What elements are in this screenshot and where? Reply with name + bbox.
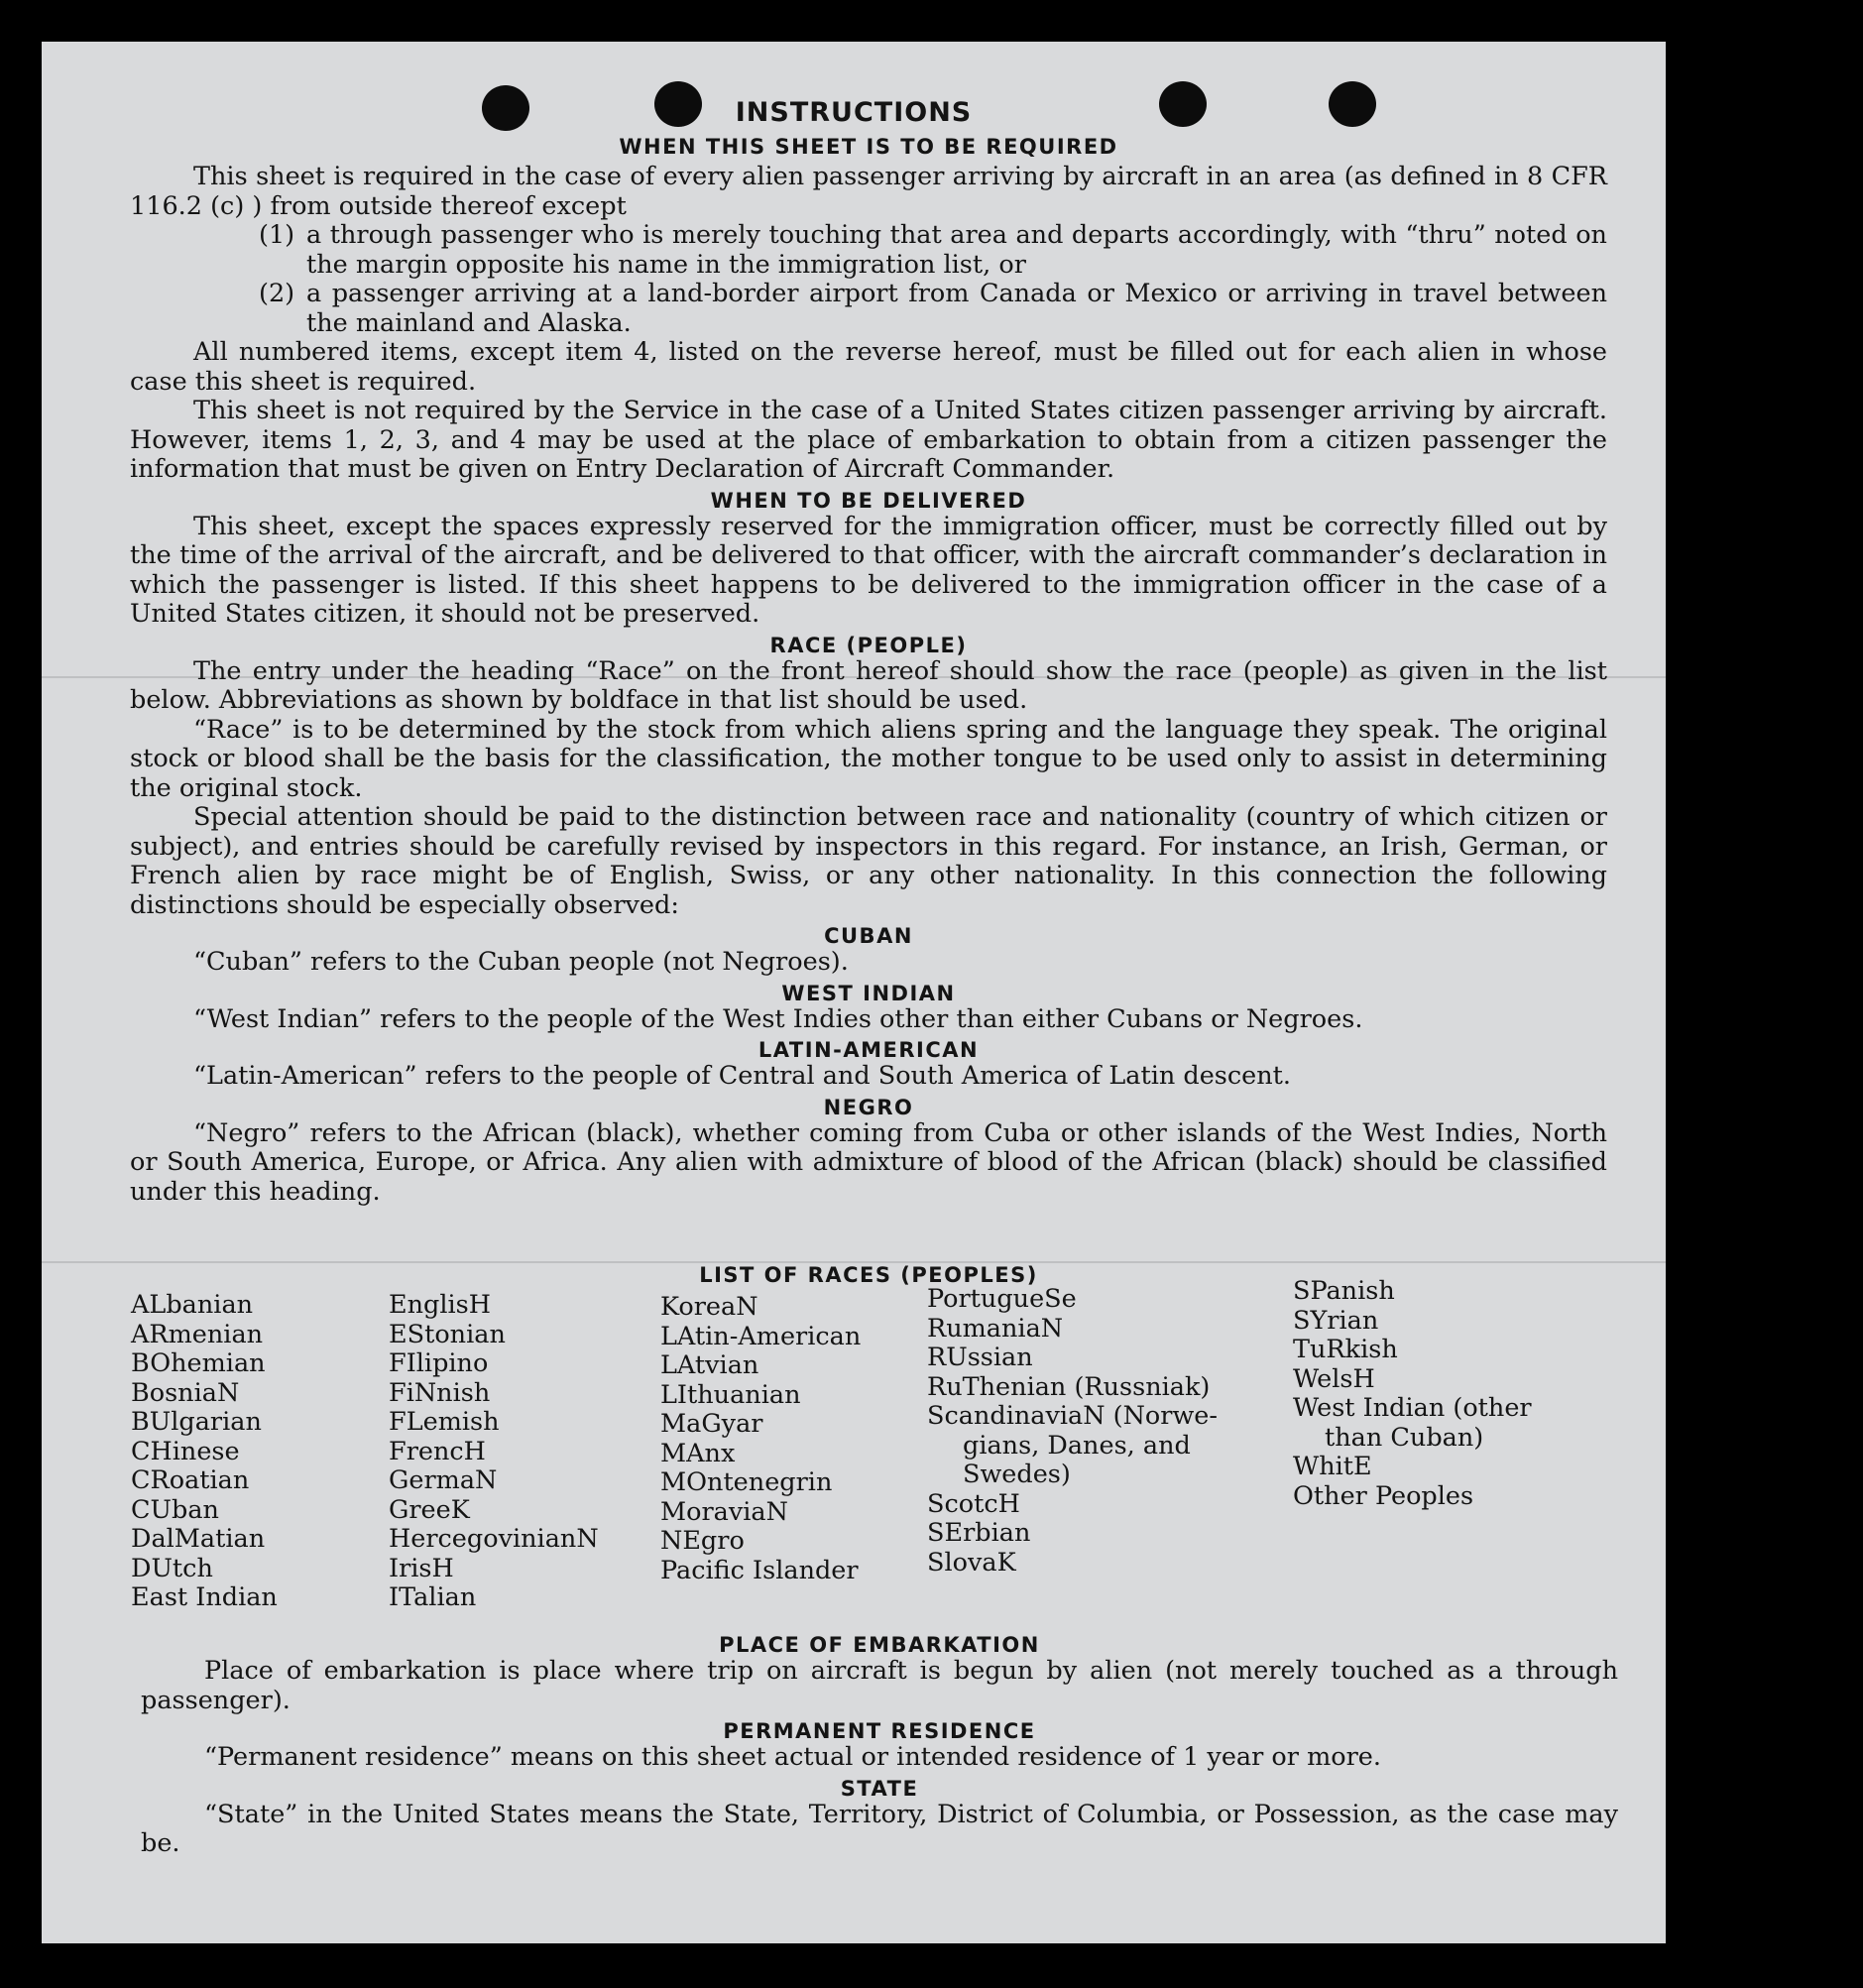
document-page bbox=[42, 42, 1666, 1943]
race-entry: FiNnish bbox=[389, 1377, 491, 1408]
race-entry: Swedes) bbox=[963, 1460, 1071, 1489]
section-title-negro: NEGRO bbox=[823, 1095, 914, 1119]
race-entry: LAtin-American bbox=[660, 1321, 862, 1351]
race-entry: RumaniaN bbox=[927, 1313, 1064, 1344]
race-entry: ScotcH bbox=[927, 1488, 1020, 1519]
paragraph: “Latin-American” refers to the people of Central and South America of Latin descent. bbox=[193, 1061, 1292, 1091]
race-entry: SlovaK bbox=[927, 1547, 1016, 1578]
section-title-embarkation: PLACE OF EMBARKATION bbox=[719, 1633, 1040, 1657]
paragraph: All numbered items, except item 4, listed on the reverse hereof, must be filled out for each alien in whose case this sheet is required. bbox=[130, 337, 1607, 397]
race-entry: RUssian bbox=[927, 1343, 1033, 1372]
section-title-residence: PERMANENT RESIDENCE bbox=[723, 1719, 1036, 1743]
race-column-4 bbox=[927, 1285, 1218, 1578]
race-entry: West Indian (other bbox=[1293, 1393, 1532, 1423]
race-entry: SPanish bbox=[1293, 1276, 1395, 1306]
race-entry: East Indian bbox=[131, 1582, 278, 1612]
race-entry: GreeK bbox=[389, 1494, 470, 1525]
race-entry: DalMatian bbox=[131, 1524, 266, 1554]
paragraph: This sheet is not required by the Service in the case of a United States citizen passenger arriving by aircraft. However, items 1, 2, 3, and 4 may be used at the place of embarkation to obtain from a citizen passenger the information that must be given on Entry Declaration of Aircraft Commander. bbox=[130, 396, 1607, 484]
section-title-race: RACE (PEOPLE) bbox=[769, 633, 968, 657]
race-entry: FLemish bbox=[389, 1407, 500, 1437]
race-list-title: LIST OF RACES (PEOPLES) bbox=[699, 1263, 1038, 1287]
race-entry: LAtvian bbox=[660, 1350, 759, 1380]
race-entry: PortugueSe bbox=[927, 1284, 1077, 1314]
paragraph: The entry under the heading “Race” on the front hereof should show the race (people) as given in the list below. Abbreviations as shown by boldface in that list should be used. bbox=[130, 655, 1607, 715]
race-entry: IrisH bbox=[389, 1553, 454, 1583]
race-entry: Pacific Islander bbox=[660, 1555, 859, 1585]
race-entry: LIthuanian bbox=[660, 1379, 801, 1410]
race-entry: WhitE bbox=[1293, 1452, 1372, 1481]
paragraph: “Cuban” refers to the Cuban people (not Negroes). bbox=[193, 947, 849, 977]
race-entry: HercegovinianN bbox=[389, 1524, 599, 1554]
document-heading: INSTRUCTIONS bbox=[735, 97, 973, 128]
paragraph: This sheet is required in the case of every alien passenger arriving by aircraft in an area (as defined in 8 CFR 116.2 (c) ) from outside thereof except bbox=[130, 162, 1607, 221]
race-entry: SYrian bbox=[1293, 1305, 1379, 1336]
section-title-state: STATE bbox=[840, 1776, 919, 1801]
item-number: (1) bbox=[259, 220, 295, 250]
item-text: a passenger arriving at a land-border airport from Canada or Mexico or arriving in travel between the mainland and Alaska. bbox=[306, 279, 1607, 338]
race-column-1 bbox=[131, 1291, 278, 1613]
exception-item-2 bbox=[259, 280, 1607, 338]
race-entry: MAnx bbox=[660, 1438, 736, 1468]
race-entry: ITalian bbox=[389, 1582, 477, 1612]
race-entry: RuThenian (Russniak) bbox=[927, 1371, 1211, 1402]
race-entry: Other Peoples bbox=[1293, 1480, 1474, 1511]
race-entry: EnglisH bbox=[389, 1290, 491, 1320]
race-entry: MOntenegrin bbox=[660, 1467, 833, 1497]
section-title-latin-american: LATIN-AMERICAN bbox=[757, 1038, 980, 1062]
section-title-west-indian: WEST INDIAN bbox=[781, 981, 956, 1005]
race-entry: NEgro bbox=[660, 1526, 745, 1556]
race-entry: FIlipino bbox=[389, 1348, 489, 1378]
race-entry: CRoatian bbox=[131, 1465, 250, 1495]
race-entry: CUban bbox=[131, 1494, 219, 1525]
race-entry: MoraviaN bbox=[660, 1496, 788, 1527]
race-entry: BosniaN bbox=[131, 1377, 240, 1408]
section-title-required: WHEN THIS SHEET IS TO BE REQUIRED bbox=[619, 135, 1118, 159]
race-entry: MaGyar bbox=[660, 1409, 763, 1439]
race-entry: ARmenian bbox=[131, 1319, 264, 1349]
exception-item-1 bbox=[259, 221, 1607, 280]
race-entry: KoreaN bbox=[660, 1292, 758, 1322]
race-entry: ALbanian bbox=[131, 1290, 254, 1320]
paragraph: “Permanent residence” means on this sheet actual or intended residence of 1 year or more. bbox=[204, 1742, 1381, 1772]
item-text: a through passenger who is merely touching that area and departs accordingly, with “thru” noted on the margin opposite his name in the immigration list, or bbox=[306, 220, 1607, 280]
race-entry: than Cuban) bbox=[1325, 1422, 1484, 1453]
race-column-5 bbox=[1293, 1277, 1532, 1511]
paragraph: “Negro” refers to the African (black), whether coming from Cuba or other islands of the West Indies, North or South America, Europe, or Africa. Any alien with admixture of blood of the African (black) should be classified under this heading. bbox=[130, 1117, 1607, 1207]
race-entry: GermaN bbox=[389, 1465, 498, 1495]
race-entry: ScandinaviaN (Norwe- bbox=[927, 1401, 1219, 1431]
paragraph: Special attention should be paid to the distinction between race and nationality (country of which citizen or subject), and entries should be carefully revised by inspectors in this regard. For instance, an Irish, German, or French alien by race might be of English, Swiss, or any other nationality. In this connection the following distinctions should be especially observed: bbox=[130, 802, 1607, 920]
section-title-delivered: WHEN TO BE DELIVERED bbox=[710, 488, 1027, 513]
race-column-2 bbox=[389, 1291, 599, 1613]
race-entry: WelsH bbox=[1293, 1363, 1375, 1394]
race-entry: CHinese bbox=[131, 1436, 240, 1466]
race-entry: DUtch bbox=[131, 1553, 213, 1583]
race-entry: TuRkish bbox=[1293, 1335, 1398, 1364]
instructions-body bbox=[130, 135, 1607, 1207]
item-number: (2) bbox=[259, 279, 295, 308]
section-title-cuban: CUBAN bbox=[824, 924, 913, 948]
race-entry: FrencH bbox=[389, 1436, 486, 1466]
paragraph: “West Indian” refers to the people of the West Indies other than either Cubans or Negroes. bbox=[193, 1003, 1363, 1034]
race-entry: BOhemian bbox=[131, 1348, 266, 1378]
race-entry: EStonian bbox=[389, 1319, 506, 1349]
lower-sections bbox=[141, 1633, 1618, 1859]
race-entry: BUlgarian bbox=[131, 1407, 262, 1437]
paragraph: Place of embarkation is place where trip on aircraft is begun by alien (not merely touched as a through passenger). bbox=[141, 1656, 1618, 1715]
paragraph: “State” in the United States means the State, Territory, District of Columbia, or Possession, as the case may be. bbox=[141, 1799, 1618, 1858]
paragraph: This sheet, except the spaces expressly reserved for the immigration officer, must be correctly filled out by the time of the arrival of the aircraft, and be delivered to that officer, with the aircraft commander’s declaration in which the passenger is listed. If this sheet happens to be delivered to the immigration officer in the case of a United States citizen, it should not be preserved. bbox=[130, 511, 1607, 629]
race-entry: SErbian bbox=[927, 1518, 1031, 1548]
race-column-3 bbox=[660, 1293, 861, 1585]
race-entry: gians, Danes, and bbox=[963, 1430, 1191, 1461]
paragraph: “Race” is to be determined by the stock from which aliens spring and the language they speak. The original stock or blood shall be the basis for the classification, the mother tongue to be used only to assist in determining the original stock. bbox=[130, 714, 1607, 803]
